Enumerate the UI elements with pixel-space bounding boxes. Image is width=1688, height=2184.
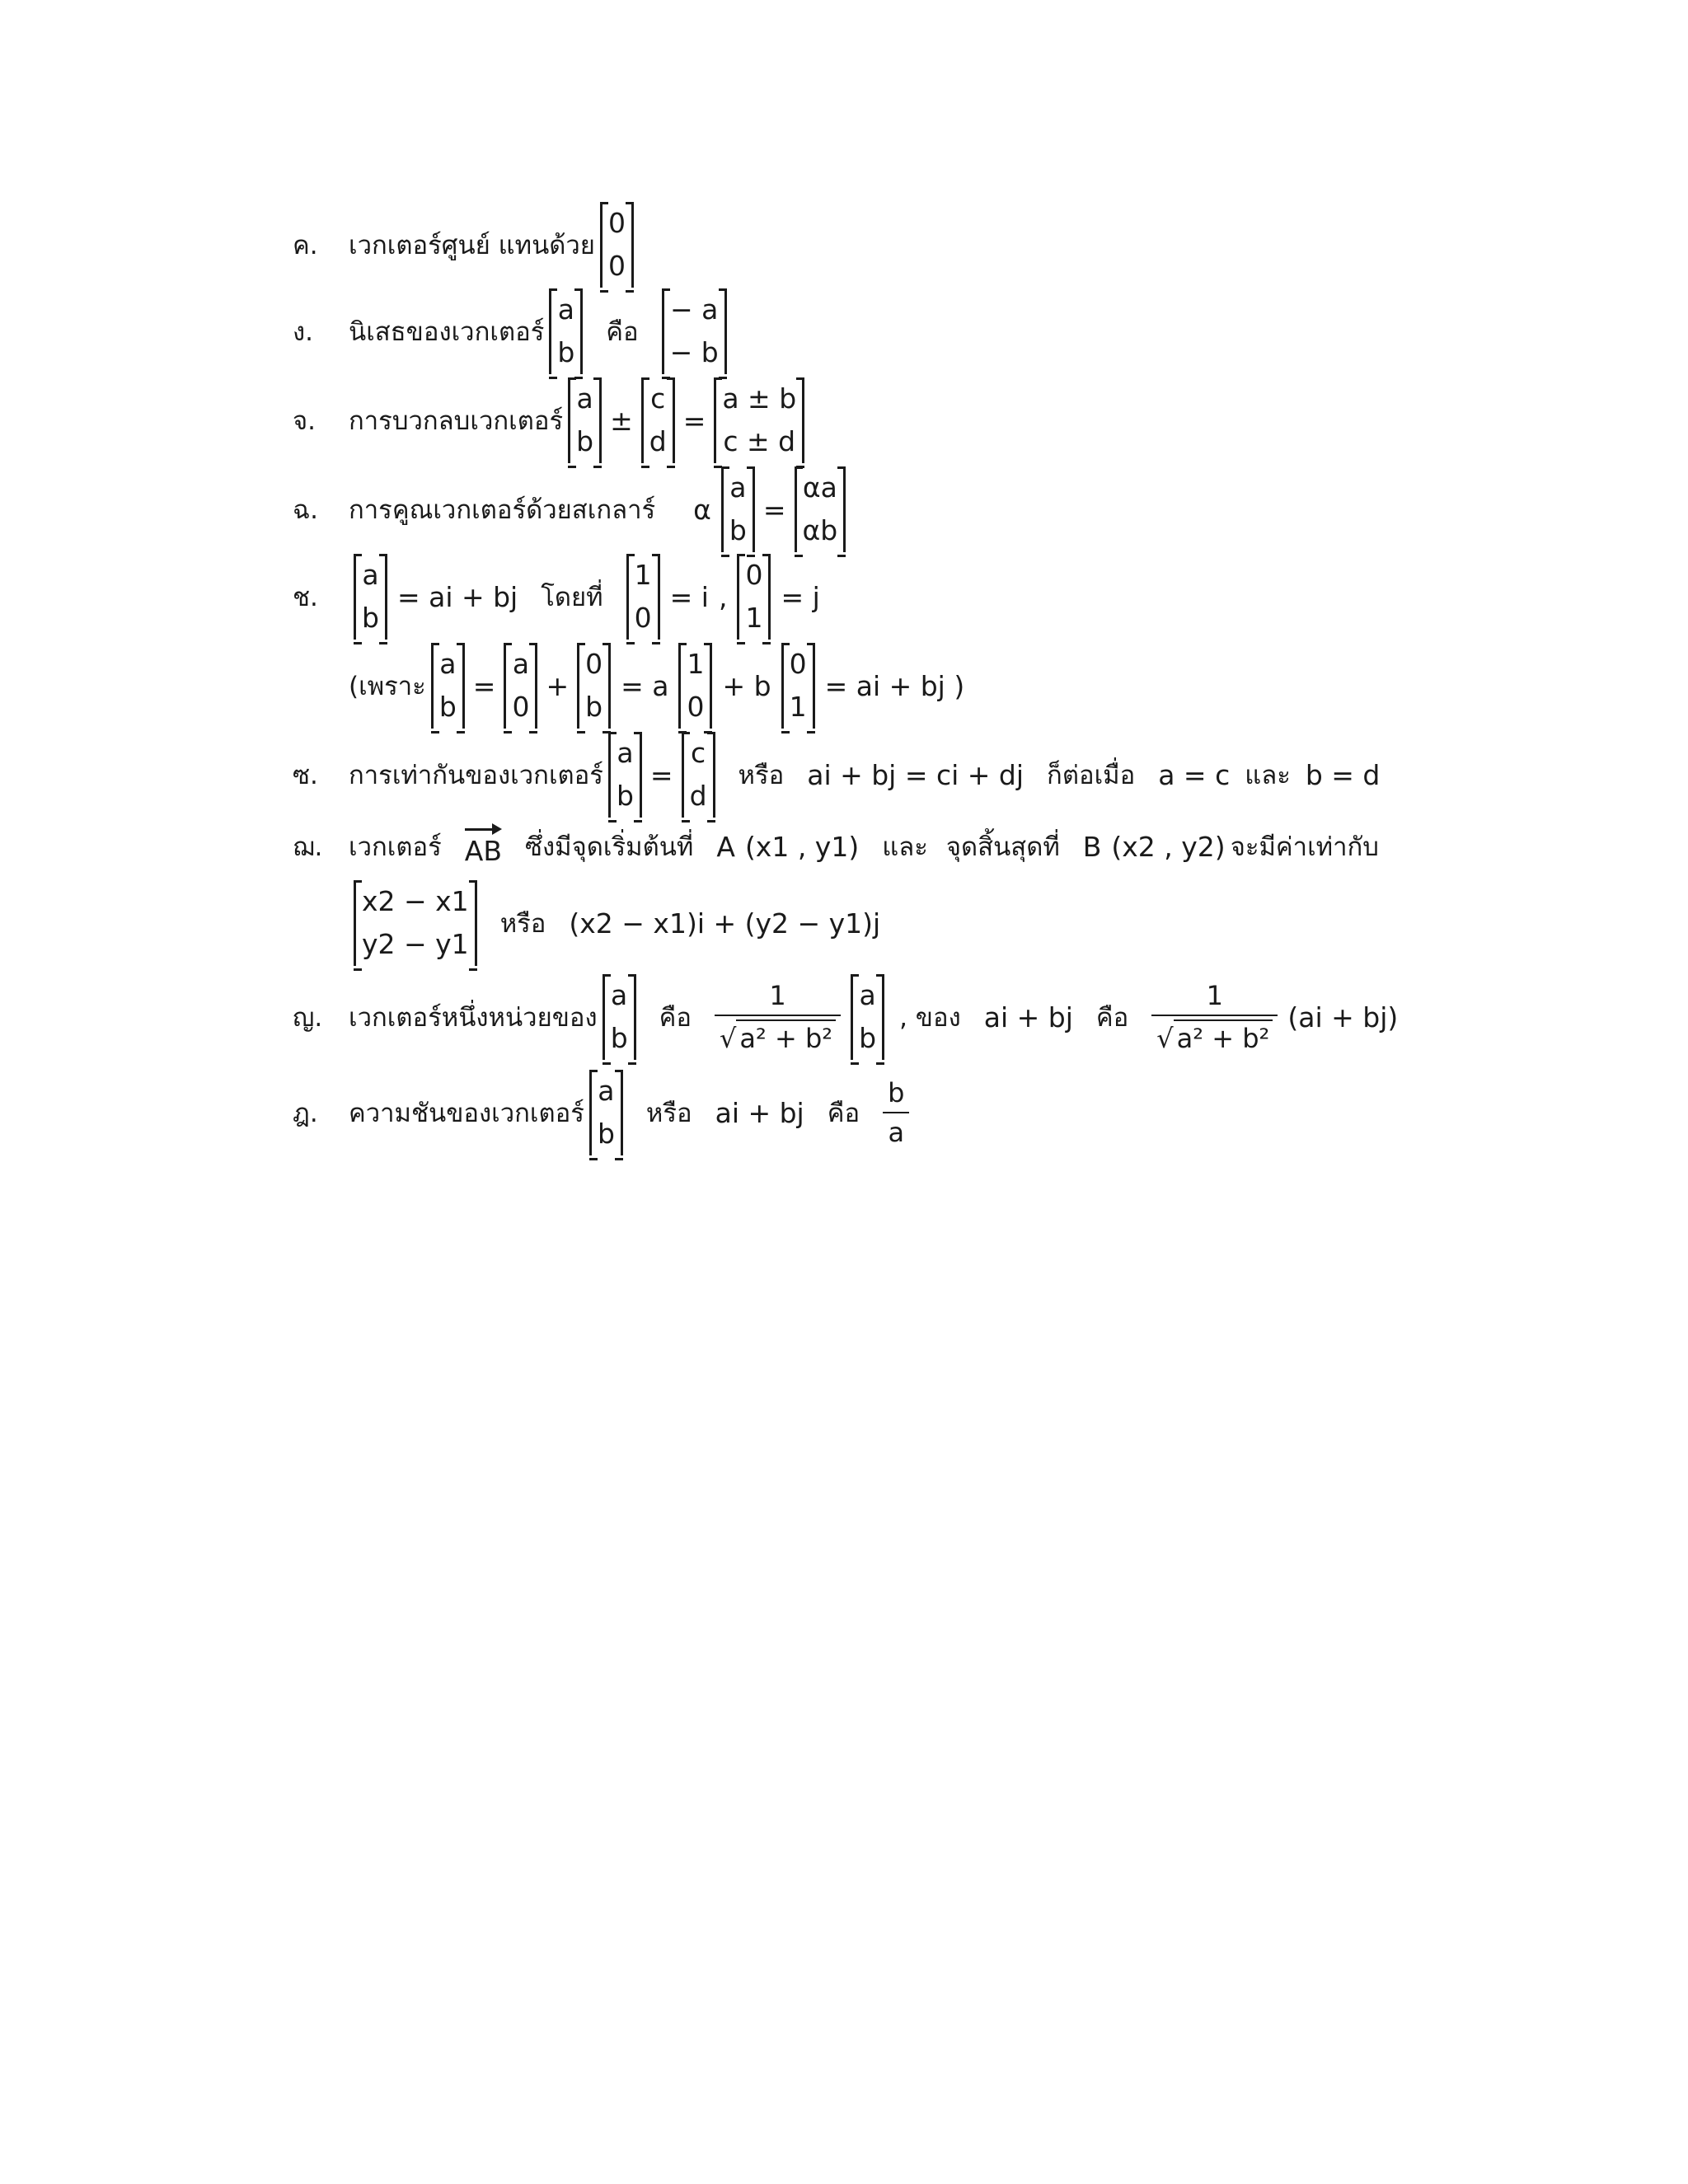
item-label: ฎ.	[293, 1099, 318, 1128]
math-expression: = ai + bj	[396, 580, 518, 613]
item-because	[349, 643, 969, 729]
math-expression: ai + bj	[715, 1096, 804, 1129]
vector: c d	[682, 732, 715, 818]
vector: a b	[603, 974, 636, 1060]
math-expression: ai + bj	[983, 1001, 1073, 1033]
vector: 1 0	[626, 554, 660, 640]
vector: a b	[354, 554, 387, 640]
vector: 0 0	[600, 202, 634, 288]
vector: − a − b	[662, 288, 727, 374]
math-expression: (ai + bj)	[1287, 1001, 1399, 1033]
vector: a b	[549, 288, 583, 374]
vector: a 0	[504, 643, 537, 729]
item-scalar-mult	[293, 466, 851, 552]
item-label: ฌ.	[293, 832, 323, 862]
word-rue: หรือ	[738, 761, 785, 790]
vector: 0 b	[577, 643, 611, 729]
item-label: ฉ.	[293, 495, 318, 525]
item-vector-ab-value	[349, 880, 885, 966]
math-expression: (x2 − x1)i + (y2 − y1)j	[569, 907, 881, 940]
item-text: เวกเตอร์หนึ่งหน่วยของ	[349, 1003, 598, 1033]
math-expression: + b	[722, 669, 771, 702]
item-label: ค.	[293, 231, 318, 260]
word-kue: คือ	[827, 1099, 860, 1128]
plus-minus-sign: ±	[610, 404, 633, 437]
item-text: จุดสิ้นสุดที่	[945, 832, 1060, 862]
sqrt: √ a² + b²	[1151, 1015, 1278, 1054]
item-text: การเท่ากันของเวกเตอร์	[349, 761, 603, 790]
word-rue: หรือ	[645, 1099, 692, 1128]
math-expression: = ai + bj )	[824, 669, 965, 702]
fraction: 1 √ a² + b²	[1151, 980, 1278, 1054]
item-text: ความชันของเวกเตอร์	[349, 1099, 584, 1128]
math-expression: ai + bj = ci + dj	[807, 758, 1025, 791]
point-coords: (x2 , y2)	[1111, 830, 1226, 863]
item-text: การบวกลบเวกเตอร์	[349, 406, 564, 436]
math-expression: = i	[669, 580, 709, 613]
item-equality	[293, 732, 1385, 818]
item-label: จ.	[293, 406, 316, 436]
word-lae: และ	[1245, 761, 1291, 790]
vector: a ± b c ± d	[714, 377, 804, 463]
word-kue: คือ	[1095, 1003, 1129, 1033]
point-coords: (x1 , y1)	[744, 830, 860, 863]
item-text: เวกเตอร์ศูนย์ แทนด้วย	[349, 231, 595, 260]
vector: 0 1	[737, 554, 771, 640]
item-text: จะมีค่าเท่ากับ	[1230, 832, 1379, 862]
math-expression: = j	[781, 580, 820, 613]
comma: ,	[718, 580, 728, 613]
item-text: (เพราะ	[349, 672, 426, 701]
item-text: นิเสธของเวกเตอร์	[349, 317, 545, 347]
item-negation	[293, 288, 732, 374]
item-text: , ของ	[899, 1003, 961, 1033]
word-lae: และ	[882, 832, 928, 862]
item-unit-vector	[293, 974, 1403, 1060]
vector: αa αb	[795, 466, 846, 552]
math-expression: a = c	[1158, 758, 1231, 791]
item-text: ก็ต่อเมื่อ	[1047, 761, 1136, 790]
item-text: โดยที่	[541, 583, 603, 612]
item-label: ง.	[293, 317, 313, 347]
alpha-symbol: α	[693, 493, 711, 526]
fraction: 1 √ a² + b²	[715, 980, 841, 1054]
word-kue: คือ	[606, 317, 639, 347]
item-zero-vector	[293, 202, 639, 288]
equals-sign: =	[472, 669, 496, 702]
math-expression: b = d	[1305, 758, 1381, 791]
math-expression: = a	[621, 669, 669, 702]
vector: a b	[431, 643, 465, 729]
word-kue: คือ	[659, 1003, 692, 1033]
sqrt: √ a² + b²	[715, 1015, 841, 1054]
point-label: A	[716, 830, 735, 863]
item-label: ซ.	[293, 761, 318, 790]
item-unit-basis	[293, 554, 825, 640]
vector: 1 0	[678, 643, 712, 729]
item-addition	[293, 377, 809, 463]
fraction: $\frac{b}{a}$	[883, 1077, 909, 1148]
item-label: ช.	[293, 583, 318, 612]
vector: x2 − x1 y2 − y1	[354, 880, 477, 966]
item-text: การคูณเวกเตอร์ด้วยสเกลาร์	[349, 495, 656, 525]
vector: a b	[568, 377, 602, 463]
vector: a b	[608, 732, 642, 818]
vector: c d	[641, 377, 675, 463]
vector-ab: AB	[465, 827, 502, 867]
plus-sign: +	[546, 669, 570, 702]
equals-sign: =	[649, 758, 673, 791]
item-text: ซึ่งมีจุดเริ่มต้นที่	[525, 832, 694, 862]
item-slope	[293, 1070, 914, 1155]
vector: a b	[721, 466, 755, 552]
point-label: B	[1082, 830, 1102, 863]
vector: a b	[851, 974, 884, 1060]
item-vector-ab	[293, 826, 1379, 867]
vector: 0 1	[781, 643, 815, 729]
equals-sign: =	[762, 493, 786, 526]
equals-sign: =	[682, 404, 706, 437]
item-label: ญ.	[293, 1003, 323, 1033]
word-rue: หรือ	[499, 909, 546, 939]
vector: a b	[589, 1070, 623, 1155]
item-text: เวกเตอร์	[349, 832, 442, 862]
